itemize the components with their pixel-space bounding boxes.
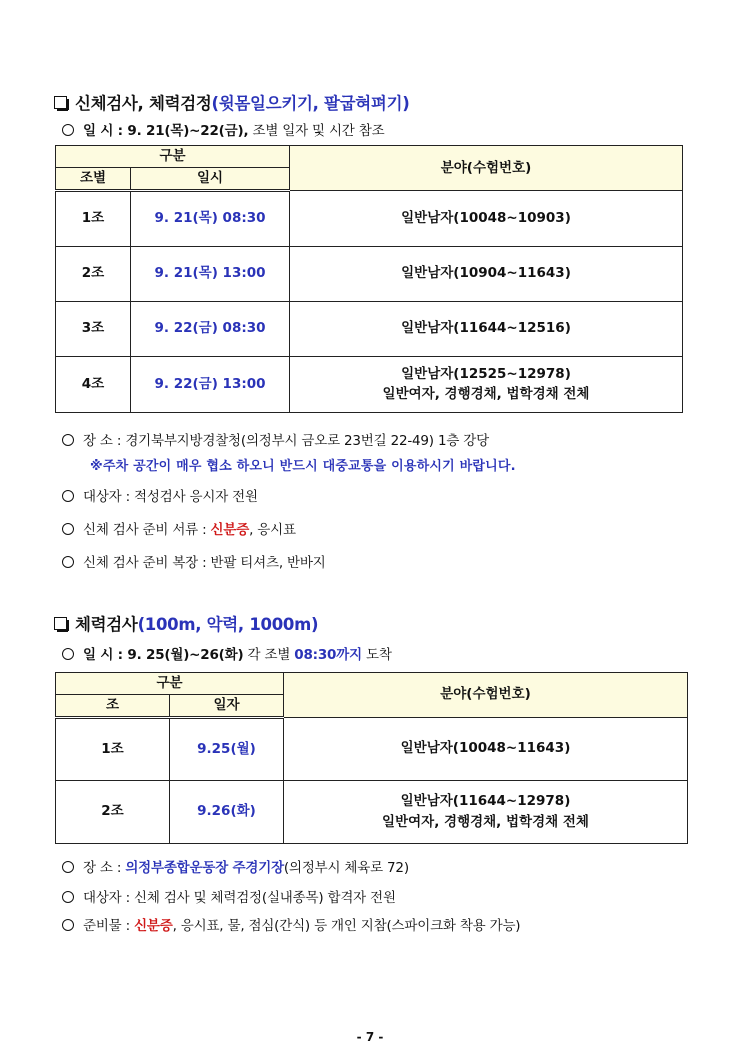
prep-rest: , 응시표, 물, 점심(간식) 등 개인 지참(스파이크화 착용 가능) — [172, 918, 521, 934]
row-field-line1: 일반남자(12525~12978) — [401, 365, 571, 382]
target-text: 대상자 : 적성검사 응시자 전원 — [83, 489, 258, 505]
section1-attire — [62, 551, 326, 571]
schedule-mid: 각 조별 — [243, 647, 295, 663]
section2-title-paren: (100m, 악력, 1000m) — [137, 615, 319, 634]
prep-label: 준비물 : — [83, 918, 135, 934]
row-datetime: 9. 21(목) 08:30 — [131, 190, 290, 246]
schedule-label: 일 시 : — [83, 647, 128, 663]
row-group: 3조 — [56, 301, 131, 356]
row-group: 1조 — [56, 190, 131, 246]
table-row — [56, 356, 683, 412]
row-field-line1: 일반남자(10048~10903) — [401, 209, 571, 226]
row-field-line2: 일반여자, 경행경채, 법학경채 전체 — [382, 813, 589, 830]
schedule-time: 08:30까지 — [294, 647, 362, 663]
docs-label: 신체 검사 준비 서류 : — [83, 522, 211, 538]
schedule-label: 일 시 : — [83, 123, 128, 139]
parking-note: ※주차 공간이 매우 협소 하오니 반드시 대중교통을 이용하시기 바랍니다. — [90, 459, 516, 474]
section2-target — [62, 886, 396, 906]
attire-text: 신체 검사 준비 복장 : 반팔 티셔츠, 반바지 — [83, 555, 326, 571]
bullet-circle-icon — [62, 434, 74, 446]
section1-title-paren: (윗몸일으키기, 팔굽혀펴기) — [211, 94, 410, 113]
place-label: 장 소 : — [83, 433, 126, 449]
row-field — [290, 301, 683, 356]
place-value: 의정부종합운동장 주경기장 — [125, 860, 284, 876]
row-field — [290, 356, 683, 412]
place-label: 장 소 : — [83, 860, 126, 876]
target-text: 대상자 : 신체 검사 및 체력검정(실내종목) 합격자 전원 — [83, 890, 396, 906]
row-group: 4조 — [56, 356, 131, 412]
table-row — [56, 190, 683, 246]
section1-table — [55, 145, 683, 413]
row-datetime: 9. 22(금) 13:00 — [131, 356, 290, 412]
bullet-circle-icon — [62, 523, 74, 535]
row-field-line1: 일반남자(10048~11643) — [400, 740, 571, 757]
row-date: 9.26(화) — [170, 780, 284, 843]
section1-target — [62, 485, 258, 505]
section1-place — [62, 429, 489, 449]
table-row — [56, 246, 683, 301]
header-group: 구분 — [56, 146, 290, 168]
docs-rest: , 응시표 — [249, 522, 296, 538]
row-datetime: 9. 21(목) 13:00 — [131, 246, 290, 301]
header-col1: 조 — [56, 694, 170, 717]
bullet-circle-icon — [62, 648, 74, 660]
section1-schedule — [62, 119, 384, 139]
section2-title: 체력검사 — [75, 615, 138, 634]
schedule-value: 9. 25(월)~26(화) — [127, 647, 244, 663]
bullet-circle-icon — [62, 891, 74, 903]
place-value: 경기북부지방경찰청(의정부시 금오로 23번길 22-49) 1층 강당 — [125, 433, 489, 449]
section2-schedule — [62, 643, 392, 663]
row-field — [290, 246, 683, 301]
section2-prep — [62, 914, 520, 934]
row-field-line1: 일반남자(11644~12978) — [400, 792, 571, 809]
place-rest: (의정부시 체육로 72) — [283, 860, 409, 876]
bullet-circle-icon — [62, 490, 74, 502]
row-field-line2: 일반여자, 경행경채, 법학경채 전체 — [382, 386, 590, 403]
header-field: 분야(수험번호) — [290, 146, 683, 191]
row-datetime: 9. 22(금) 08:30 — [131, 301, 290, 356]
table-row — [56, 717, 688, 780]
row-date: 9.25(월) — [170, 717, 284, 780]
row-field — [290, 190, 683, 246]
header-col1: 조별 — [56, 168, 131, 191]
row-group: 2조 — [56, 246, 131, 301]
schedule-value: 9. 21(목)~22(금), — [127, 123, 249, 139]
row-field — [284, 780, 688, 843]
section2-table — [55, 672, 688, 844]
page-number: - 7 - — [356, 1030, 384, 1044]
header-field: 분야(수험번호) — [284, 673, 688, 718]
docs-id-card: 신분증 — [210, 522, 250, 538]
table-row — [56, 780, 688, 843]
section2-place — [62, 856, 409, 876]
row-group: 2조 — [56, 780, 170, 843]
section1-heading — [54, 90, 409, 114]
table-row — [56, 301, 683, 356]
row-field-line1: 일반남자(11644~12516) — [401, 320, 571, 337]
bullet-circle-icon — [62, 124, 74, 136]
checkbox-square-icon — [54, 96, 67, 109]
row-group: 1조 — [56, 717, 170, 780]
bullet-circle-icon — [62, 556, 74, 568]
schedule-rest: 조별 일자 및 시간 참조 — [248, 123, 385, 139]
header-group: 구분 — [56, 673, 284, 695]
bullet-circle-icon — [62, 861, 74, 873]
schedule-end: 도착 — [361, 647, 392, 663]
section1-title: 신체검사, 체력검정 — [75, 94, 212, 113]
prep-id-card: 신분증 — [134, 918, 173, 934]
section2-heading — [54, 611, 318, 635]
header-col2: 일시 — [131, 168, 290, 191]
row-field-line1: 일반남자(10904~11643) — [401, 265, 571, 282]
checkbox-square-icon — [54, 617, 67, 630]
row-field — [284, 717, 688, 780]
section1-docs — [62, 518, 296, 538]
header-col2: 일자 — [170, 694, 284, 717]
bullet-circle-icon — [62, 919, 74, 931]
